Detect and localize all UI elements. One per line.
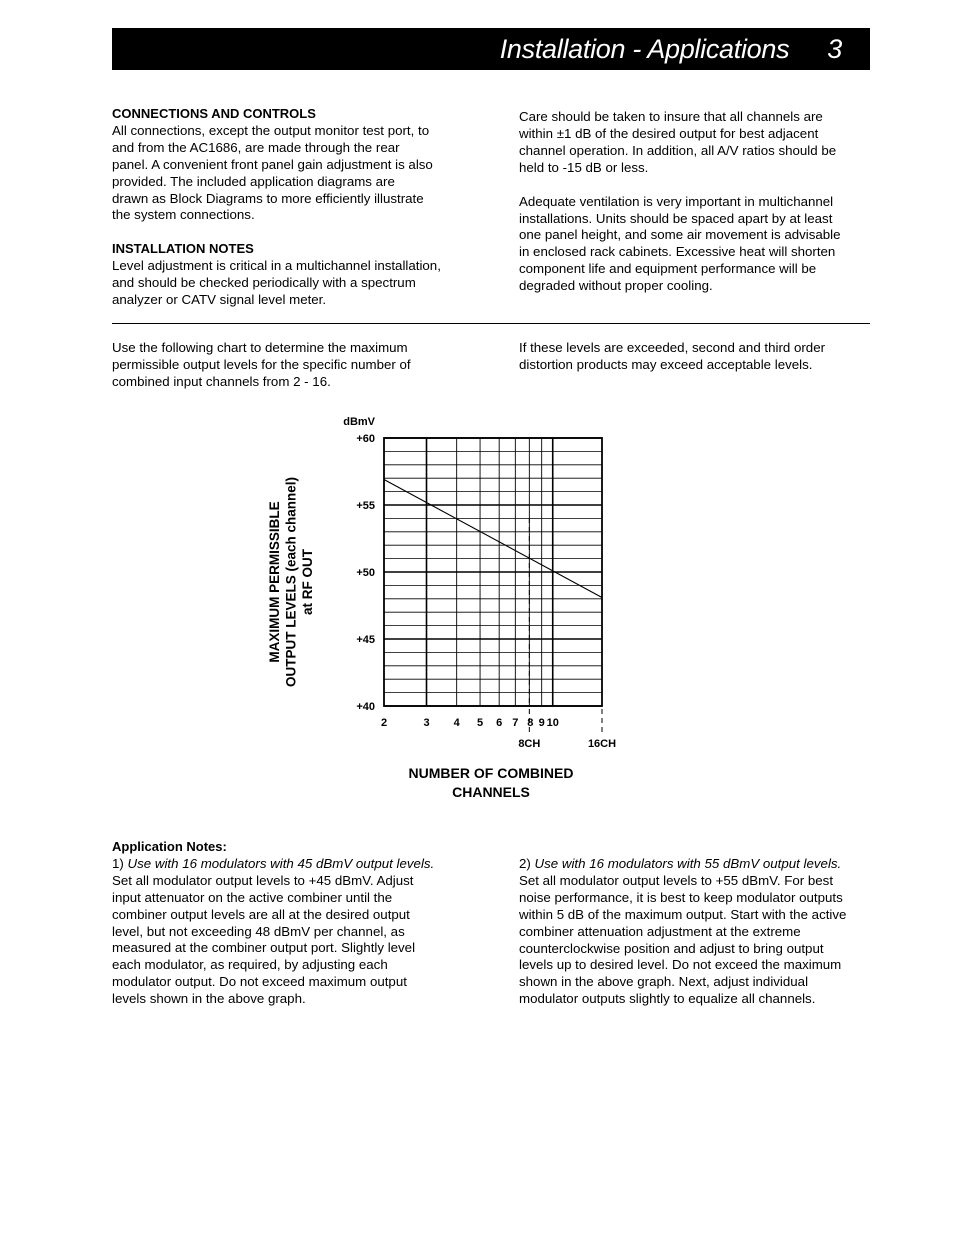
y-tick-label: +55: [356, 500, 375, 512]
care-paragraph: Care should be taken to insure that all channels are within ±1 dB of the desired output for best adjacent channel operation. In addition, all A/V ratios should be held to -15 dB or less.: [519, 109, 837, 175]
application-notes-heading: Application Notes:: [112, 839, 227, 854]
note2-number: 2): [519, 856, 535, 871]
installation-text: Level adjustment is critical in a multichannel installation, and should be checked periodically with a spectrum analyzer or CATV signal level meter.: [112, 258, 441, 308]
x-tick-label: 8: [527, 717, 534, 729]
x-axis-title-line: NUMBER OF COMBINED: [408, 765, 574, 781]
chart-intro-text: Use the following chart to determine the maximum permissible output levels for the specific number of combined input channels from 2 - 16.: [112, 340, 411, 389]
y-axis-title-line: MAXIMUM PERMISSIBLE: [267, 501, 282, 663]
x-tick-label: 3: [423, 717, 430, 729]
channel-marker-label: 8CH: [518, 738, 541, 750]
y-axis-title: [267, 477, 315, 687]
x-axis-title-line: CHANNELS: [452, 784, 530, 800]
x-tick-label: 4: [453, 717, 460, 729]
connections-text: All connections, except the output monitor test port, to and from the AC1686, are made through the rear panel. A convenient front panel gain adjustment is also provided. The included application diagrams are drawn as Block Diagrams to more efficiently illustrate the system connections.: [112, 122, 433, 223]
note1-intro: [112, 856, 472, 873]
x-tick-label: 5: [476, 717, 484, 729]
installation-heading: INSTALLATION NOTES: [112, 241, 254, 257]
x-tick-label: 10: [546, 717, 559, 729]
x-tick-label: 9: [538, 717, 545, 729]
note2-intro: [519, 856, 874, 873]
max-level-line: [384, 480, 602, 598]
y-tick-label: +50: [356, 567, 375, 579]
y-unit-label: dBmV: [343, 416, 375, 428]
y-tick-label: +60: [356, 433, 375, 445]
x-axis-title: [409, 765, 574, 800]
page-title-text: Installation - Applications: [499, 34, 790, 64]
note1-title: Use with 16 modulators with 45 dBmV output levels.: [127, 855, 435, 871]
note2-text: Set all modulator output levels to +55 dBmV. For best noise performance, it is best to keep modulator outputs within 5 dB of the maximum output. Start with the active combiner attenuation adjustment at the extreme counterclockwise position and adjust to bring output levels up to desired level. Do not exceed the maximum shown in the above graph. Next, adjust individual modulator outputs slightly to equalize all channels.: [519, 872, 847, 1007]
application-note-1: [112, 839, 472, 1008]
channel-marker-label: 16CH: [587, 738, 617, 750]
x-tick-label: 6: [496, 717, 503, 729]
y-axis-title-line: OUTPUT LEVELS (each channel): [283, 476, 299, 688]
ventilation-paragraph: Adequate ventilation is very important in multichannel installations. Units should be spaced apart by at least one panel height, and some air movement is advisable in enclosed rack cabinets. Excessive heat will shorten component life and equipment performance will be degraded without proper cooling.: [519, 193, 841, 294]
y-axis-title-line: at RF OUT: [300, 549, 315, 615]
note1-text: Set all modulator output levels to +45 dBmV. Adjust input attenuator on the active combiner until the combiner output levels are all at the desired output level, but not exceeding 48 dBmV per channel, as measured at the combiner output port. Slightly level each modulator, as required, by adjusting each modulator output. Do not exceed maximum output levels shown in the above graph.: [112, 872, 416, 1007]
y-tick-label: +40: [356, 701, 375, 713]
distortion-warning-text: If these levels are exceeded, second and third order distortion products may exceed acceptable levels.: [519, 340, 826, 372]
y-tick-label: +45: [356, 634, 375, 646]
connections-heading: CONNECTIONS AND CONTROLS: [112, 106, 316, 121]
application-note-2: [519, 856, 874, 1008]
x-tick-label: 7: [512, 717, 519, 729]
x-tick-label: 2: [380, 717, 388, 729]
page-number: 3: [827, 34, 842, 64]
note1-number: 1): [112, 855, 128, 871]
note2-title: Use with 16 modulators with 55 dBmV output levels.: [534, 856, 842, 871]
